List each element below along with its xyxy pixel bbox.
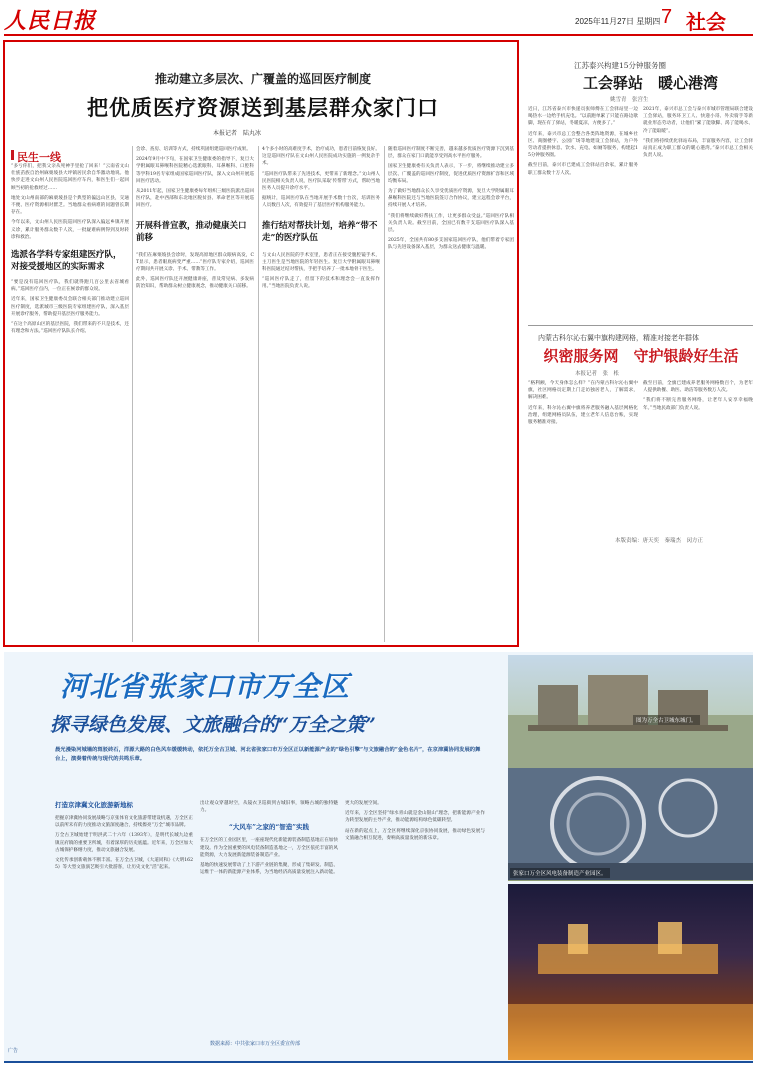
- story2-column-a: [528, 380, 638, 532]
- photo-wind-turbines: [508, 768, 753, 880]
- story2-byline: 本报记者 张 枨: [575, 371, 620, 377]
- paragraph: 今年以来，文山州人民医院巡回医疗队深入偏远乡镇开展义诊，累计服务群众数千人次，一批疑难病例得到及时转诊和救治。: [11, 220, 129, 240]
- story-divider: [528, 325, 753, 326]
- turbine-graphic: [508, 768, 753, 880]
- story2-kicker: 内蒙古科尔沁右翼中旗构建网格，精准对接老年群体: [538, 334, 699, 342]
- paragraph: 近年来，万全区坚持“绿水青山就是金山银山”理念，把新能源产业作为转型发展的主导产业，推动能源结构绿色低碳转型。: [345, 811, 485, 824]
- story1-kicker: 江苏泰兴构建15分钟服务圈: [574, 61, 667, 70]
- main-headline: 把优质医疗资源送到基层群众家门口: [87, 95, 439, 120]
- paragraph: 站在新的起点上，万全区将继续深化京张协同发展，推动绿色发展与文旅融合相互促进，奏响高质量发展的新乐章。: [345, 828, 485, 841]
- paragraph: 4个多小时的高难度手术，治疗成功，患者目前恢复良好。这是巡回医疗队在文山州人民医院成功实施的一例复杂手术。: [262, 147, 380, 167]
- paragraph: “我们将不断完善服务网络，让老年人安享幸福晚年。”当地民政部门负责人说。: [643, 398, 753, 411]
- main-column-4: [388, 146, 514, 642]
- column-kicker: 民生一线: [17, 151, 61, 164]
- paragraph: 从2011年起，国家卫生健康委每年组织三级医院派出巡回医疗队，赴中西部和东北地区脱贫县、革命老区等开展巡回医疗。: [136, 189, 254, 209]
- feature-subheading: 打造京津冀文化旅游新地标: [55, 801, 133, 809]
- paragraph: 在万全区的工业园区里，一座座现代化新能源装备制造基地正在加快建设。作为全国重要的风电装备制造基地之一，万全区依托丰富的风能资源，大力发展新能源装备制造产业。: [200, 838, 338, 858]
- header-rule: [4, 34, 753, 36]
- paragraph: “巡回医疗队走了，但留下的技术和理念会一直发挥作用。”当地医院负责人说。: [262, 277, 380, 290]
- subheading: 推行结对帮扶计划，培养“带不走”的医疗队伍: [262, 220, 378, 243]
- feature-column-3: [345, 800, 485, 1038]
- paragraph: 随着巡回医疗制度不断完善，越来越多优质医疗资源下沉到基层，群众在家门口就能享受到高水平医疗服务。: [388, 147, 514, 160]
- main-column-2: [136, 146, 254, 642]
- feature-lead: 晨光漫染河城墙的斑驳砖石，洋源大路的白色风车缓缓转动，依托万全古卫城、河北省张家口市万全区正以新能源产业的“绿色引擎”与文旅融合的“金色名片”，在京津冀协同发展的舞台上，演奏着传统与现代的共鸣乐章。: [55, 747, 481, 762]
- night-city-graphic: [508, 884, 753, 1060]
- paragraph: 万全古卫城始建于明洪武二十六年（1393年），是明代长城九边重镇宣府镇的重要卫所城，有着深厚的历史底蕴。近年来，万全区加大古城保护修缮力度，推动文旅融合发展。: [55, 833, 193, 853]
- paragraph: 2021年，泰兴市总工会与泰兴市城市管理局联合建设工会驿站，服务环卫工人、快递小哥、外卖骑手等新就业形态劳动者，让他们“累了能歇脚、渴了能喝水、冷了能取暖”。: [643, 107, 753, 134]
- paragraph: “要是没有巡回医疗队，我们就得跑几百公里去省城看病。”巡回医疗点内，一位正在候诊的群众说。: [11, 280, 129, 293]
- paragraph: 近年来，国家卫生健康委员会联合相关部门推动建立巡回医疗制度，选派城市三级医院专家组建医疗队，深入基层开展诊疗服务，帮助提升基层医疗服务能力。: [11, 297, 129, 317]
- paragraph: 把握京津冀协同发展战略与京张体育文化旅游带建设机遇，万全区正以前所未有的力度推动文旅深度融合，持续擦亮“万全”城市品牌。: [55, 816, 193, 829]
- kicker-marker: [11, 150, 14, 160]
- section-name: 社会: [686, 12, 726, 34]
- feature-subheading: “大风车”之家的“智造”实践: [229, 823, 309, 832]
- issue-date: 2025年11月27日 星期四: [575, 17, 661, 26]
- paragraph: “多亏你们，把我父亲从死神手里抢了回来！”云南省文山壮族苗族自治州麻栗坡县大坪镇居民余自华激动地说。他快步走进文山州人民医院巡回医疗车内，和医生们一起回顾当初的抢救经过……: [11, 164, 129, 191]
- paragraph: 为了做好当地群众长久享受优质医疗资源，复旦大学附属眼耳鼻喉科医院还与当地医院签订合作协议，建立远程会诊平台，持续开展人才培养。: [388, 189, 514, 209]
- story1-column-b: [643, 106, 753, 322]
- main-byline: 本报记者 陆丸冰: [213, 130, 262, 137]
- paragraph: 文化传承创新载体不断丰富。在万全古卫城，《大道同和》《大明1625》等大型文旅演艺吸引大批游客，让历史文化“活”起来。: [55, 858, 193, 871]
- paragraph: 近日，江苏省泰兴市快递员张师傅在工会驿站里一边喝热水一边给手机充电。“以前跑单累了只能在路边歇脚，现在有了驿站，冬暖夏凉，方便多了。”: [528, 107, 638, 127]
- paragraph: 截至目前，泰兴市已建成工会驿站百余家，累计服务职工群众数十万人次。: [528, 163, 638, 176]
- page-number: 7: [661, 6, 673, 28]
- paragraph: 地处文山州南部的麻栗坡县是个典型的偏远山区县，交通不便、医疗资源相对匮乏。当地群众看病难的问题曾长期存在。: [11, 195, 129, 216]
- photo-caption: 张家口万全区风电装备制造产业园区。: [510, 868, 610, 878]
- city-skyline-graphic: [508, 655, 753, 768]
- paragraph: 近年来，泰兴市总工会整合各类阵地资源，在城乡社区、商圈楼宇、公园广场等地建设工会驿站，为户外劳动者提供休息、饮水、充电、如厕等服务，构建起15分钟服务圈。: [528, 131, 638, 159]
- paragraph: 会诊、查房、培训等方式，持续巩固组建巡回医疗成果。: [136, 147, 251, 152]
- paragraph: 国家卫生健康委有关负责人表示，下一步，将继续推动建立多层次、广覆盖的巡回医疗制度，促进优质医疗资源扩容和区域均衡布局。: [388, 164, 514, 184]
- feature-column-1: [55, 800, 193, 1038]
- advert-label: 广告: [8, 1048, 19, 1054]
- paragraph: 据统计，巡回医疗队在当地开展手术数十台次，培训医务人员数百人次，有效提升了基层医疗机构服务能力。: [262, 196, 380, 209]
- paragraph: “在这个高原山区的基层医院，我们带来的不只是技术，还有理念和方法。”巡回医疗队队长介绍。: [11, 322, 129, 335]
- paragraph: 更大的发展空间。: [345, 801, 382, 806]
- story1-column-a: [528, 106, 638, 322]
- story2-column-b: [643, 380, 753, 532]
- photo-caption: 图为万全古卫城东城门。: [633, 715, 700, 725]
- feature-source-note: 数据来源：中共张家口市万全区委宣传部: [210, 1041, 301, 1047]
- paragraph: 2024年9月中下旬，在国家卫生健康委的指导下，复旦大学附属眼耳鼻喉科医院精心选派眼科、耳鼻喉科、口腔科等学科19名专家组成国家巡回医疗队，深入文山州开展巡回医疗活动。: [136, 157, 254, 184]
- paragraph: “我们将继续做好帮扶工作，让更多群众受益。”巡回医疗队相关负责人说。截至目前，全国已有数千支巡回医疗队深入基层。: [388, 213, 514, 234]
- feature-subheadline: 探寻绿色发展、文旅融合的“万全之策”: [50, 714, 376, 736]
- subheading: 选派各学科专家组建医疗队，对接受援地区的实际需求: [11, 250, 122, 273]
- main-column-3: [262, 146, 380, 642]
- main-column-1: [11, 163, 129, 643]
- paragraph: 基地的快速发展带动了上下游产业链的集聚，形成了集研发、制造、运维于一体的新能源产业体系，为当地经济高质量发展注入新动能。: [200, 863, 338, 876]
- paragraph: “我们将持续优化驿站布局，丰富服务内容，让工会驿站真正成为职工群众的暖心港湾。”泰兴市总工会相关负责人说。: [643, 138, 753, 159]
- column-divider: [258, 146, 259, 642]
- paragraph: 出让观众穿越时空，从镜衣卫巡街到古城旧事，领略古城的独特魅力。: [200, 801, 338, 814]
- newspaper-logo: 人民日报: [4, 8, 97, 34]
- subheading: 开展科普宣教，推动健康关口前移: [136, 220, 247, 243]
- feature-column-2: [200, 800, 338, 1038]
- column-divider: [132, 146, 133, 642]
- story2-headline: 织密服务网 守护银龄好生活: [543, 347, 739, 365]
- photo-night-city: [508, 884, 753, 1060]
- footer-rule: [4, 1061, 753, 1063]
- paragraph: 此外，巡回医疗队还开展健康讲座，普及常见病、多发病防治知识，帮助群众树立健康观念，推动健康关口前移。: [136, 277, 254, 290]
- paragraph: 近年来，科尔沁右翼中旗将养老服务融入基层网格化治理，组建网格员队伍，建立老年人信息台账，实现服务精准对接。: [528, 405, 638, 426]
- story1-headline: 工会驿站 暖心港湾: [582, 74, 718, 92]
- paragraph: “我们在麻栗坡县会诊时，发现高原地区群众眼病高发，CT显示，患者眼底病变严重……”医疗队专家介绍，巡回医疗期间共开展义诊、手术、带教等工作。: [136, 252, 254, 273]
- column-divider: [384, 146, 385, 642]
- story1-byline: 姚雪青 张宫生: [610, 97, 649, 103]
- feature-headline: 河北省张家口市万全区: [60, 670, 351, 703]
- paragraph: 与文山人民医院的手术室里，患者正在接受腹腔镜手术，主刀医生是当地医院的年轻医生。复旦大学附属眼耳鼻喉科医院通过结对帮扶，手把手培养了一批本地骨干医生。: [262, 252, 380, 273]
- paragraph: 2025年，全国共有80多支国家巡回医疗队，他们带着专家团队与先进设备深入基层，为群众送去健康与温暖。: [388, 238, 514, 251]
- paragraph: “格利额，今天身体怎么样？”在内蒙古科尔沁右翼中旗，社区网格员定期上门走访独居老人，了解需求，解决困难。: [528, 381, 638, 401]
- paragraph: 截至目前，全旗已建成养老服务网格数百个，为老年人提供助餐、助医、助洁等服务数万人次。: [643, 381, 753, 394]
- editor-credit: 本版责编：唐天奕 秦瑞杰 闵方正: [615, 538, 704, 544]
- main-subtitle: 推动建立多层次、广覆盖的巡回医疗制度: [154, 72, 371, 86]
- paragraph: “巡回医疗队带来了先进技术，更带来了新理念。”文山州人民医院相关负责人说，医疗队采取‘传帮带’方式，帮助当地医务人员提升诊疗水平。: [262, 171, 380, 192]
- main-article: [3, 40, 519, 647]
